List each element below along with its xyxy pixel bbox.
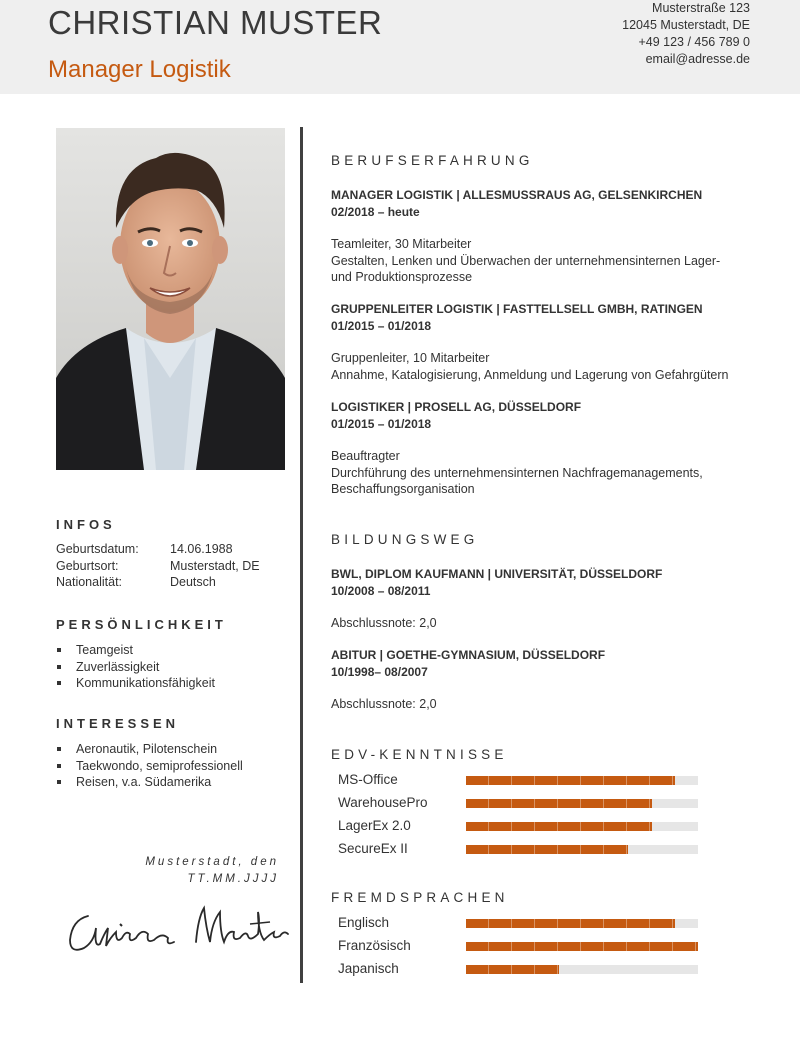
language-row-french [338,938,700,956]
info-value: 14.06.1988 [170,542,233,556]
job-entry-desc: Gestalten, Lenken und Überwachen der unternehmensinternen Lager- und Produktionsprozesse [331,253,721,284]
education-entry-title: BWL, DIPLOM KAUFMANN | UNIVERSITÄT, DÜSSELDORF [331,567,663,581]
language-bar-fill [466,919,675,928]
list-item: Aeronautik, Pilotenschein [56,741,243,758]
person-name: CHRISTIAN MUSTER [48,4,383,41]
infos-title: INFOS [56,517,116,532]
list-item: Reisen, v.a. Südamerika [56,774,243,791]
contact-block [622,0,750,68]
education-entry [331,566,751,632]
job-entry-dates: 01/2015 – 01/2018 [331,416,432,431]
languages-title: FREMDSPRACHEN [331,890,509,905]
skill-bar-track [466,822,698,831]
skill-row-warehousepro [338,795,700,813]
experience-title: BERUFSERFAHRUNG [331,153,534,168]
list-item: Zuverlässigkeit [56,659,215,676]
skill-label: WarehousePro [338,795,428,810]
skill-label: MS-Office [338,772,398,787]
language-bar-fill [466,942,698,951]
info-value: Musterstadt, DE [170,559,260,573]
language-label: Japanisch [338,961,399,976]
list-item: Taekwondo, semiprofessionell [56,758,243,775]
job-entry [331,301,751,383]
language-bar-track [466,965,698,974]
job-entry-title: GRUPPENLEITER LOGISTIK | FASTTELLSELL GMBH, RATINGEN [331,302,703,316]
job-entry-role: Teamleiter, 30 Mitarbeiter [331,237,472,251]
contact-email: email@adresse.de [645,52,750,66]
info-value: Deutsch [170,575,216,589]
interests-list [56,741,243,791]
language-bar-track [466,919,698,928]
job-title: Manager Logistik [48,56,231,83]
skill-row-lagerex [338,818,700,836]
education-entry [331,647,751,713]
job-entry [331,399,751,498]
personality-list [56,642,215,692]
skill-row-ms-office [338,772,700,790]
place-date [56,854,279,888]
language-row-english [338,915,700,933]
job-entry-role: Beauftragter [331,449,400,463]
bullet-icon [57,681,61,685]
job-entry-role: Gruppenleiter, 10 Mitarbeiter [331,351,490,365]
list-item: Teamgeist [56,642,215,659]
contact-phone: +49 123 / 456 789 0 [638,35,750,49]
portrait-photo [56,128,285,470]
info-label: Geburtsort: [56,559,119,573]
education-entry-grade: Abschlussnote: 2,0 [331,616,437,630]
skill-bar-track [466,799,698,808]
skill-bar-track [466,776,698,785]
info-label: Nationalität: [56,575,123,589]
education-entry-dates: 10/2008 – 08/2011 [331,583,431,598]
skill-bar-track [466,845,698,854]
bullet-icon [57,780,61,784]
contact-city: 12045 Musterstadt, DE [622,18,750,32]
it-skills-title: EDV-KENNTNISSE [331,747,508,762]
job-entry-desc: Durchführung des unternehmensinternen Nachfragemanagements, Beschaffungsorganisation [331,465,703,496]
skill-label: LagerEx 2.0 [338,818,411,833]
interests-title: INTERESSEN [56,716,180,731]
education-entry-grade: Abschlussnote: 2,0 [331,697,437,711]
skill-bar-fill [466,822,652,831]
job-entry-desc: Annahme, Katalogisierung, Anmeldung und Lagerung von Gefahrgütern [331,367,729,382]
portrait-photo-icon [56,128,285,470]
list-item: Kommunikationsfähigkeit [56,675,215,692]
signature-icon [64,898,292,962]
column-divider [300,127,303,983]
info-label: Geburtsdatum: [56,542,139,556]
personality-title: PERSÖNLICHKEIT [56,617,227,632]
place-date-line-1: Musterstadt, den [145,856,279,868]
education-title: BILDUNGSWEG [331,532,479,547]
job-entry [331,187,751,286]
skill-bar-fill [466,799,652,808]
language-label: Französisch [338,938,411,953]
language-row-japanese [338,961,700,979]
education-entry-dates: 10/1998– 08/2007 [331,664,428,679]
bullet-icon [57,764,61,768]
skill-bar-fill [466,845,628,854]
bullet-icon [57,665,61,669]
job-entry-title: LOGISTIKER | PROSELL AG, DÜSSELDORF [331,400,582,414]
bullet-icon [57,648,61,652]
skill-row-secureex [338,841,700,859]
place-date-line-2: TT.MM.JJJJ [187,873,279,885]
language-label: Englisch [338,915,390,930]
education-entry-title: ABITUR | GOETHE-GYMNASIUM, DÜSSELDORF [331,648,606,662]
skill-label: SecureEx II [338,841,408,856]
language-bar-track [466,942,698,951]
language-bar-fill [466,965,559,974]
contact-street: Musterstraße 123 [652,1,750,15]
skill-bar-fill [466,776,675,785]
job-entry-title: MANAGER LOGISTIK | ALLESMUSSRAUS AG, GELSENKIRCHEN [331,188,703,202]
bullet-icon [57,747,61,751]
job-entry-dates: 01/2015 – 01/2018 [331,318,432,333]
job-entry-dates: 02/2018 – heute [331,204,420,219]
